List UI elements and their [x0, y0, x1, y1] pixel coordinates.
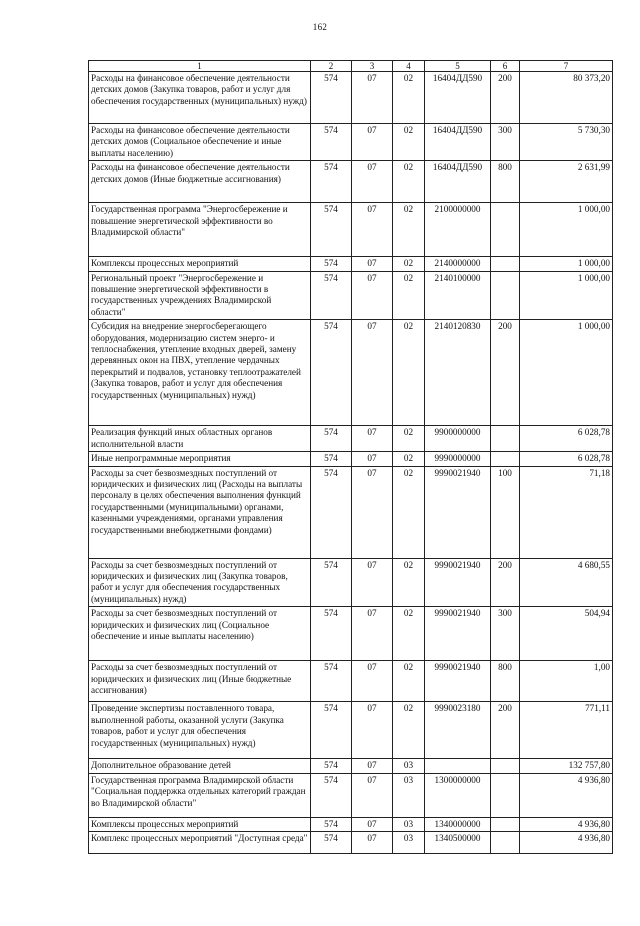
cell-amount: 4 936,80: [520, 817, 613, 831]
cell-col6: 800: [491, 661, 520, 702]
cell-amount: 1 000,00: [520, 257, 613, 271]
cell-col2: 574: [311, 452, 352, 466]
cell-col2: 574: [311, 320, 352, 426]
cell-col4: 02: [393, 320, 425, 426]
cell-col4: 02: [393, 466, 425, 558]
cell-col5: 16404ДД590: [425, 124, 491, 161]
cell-amount: 771,11: [520, 702, 613, 759]
cell-col2: 574: [311, 773, 352, 817]
cell-col6: [491, 426, 520, 452]
cell-col4: 02: [393, 72, 425, 124]
table-row: [89, 661, 613, 702]
cell-amount: 71,18: [520, 466, 613, 558]
cell-amount: 1 000,00: [520, 320, 613, 426]
cell-col5: 1340500000: [425, 832, 491, 854]
table-row: [89, 759, 613, 773]
table-row: [89, 773, 613, 817]
row-description: Расходы на финансовое обеспечение деятельности детских домов (Социальное обеспечение и иные выплаты населению): [89, 124, 311, 161]
cell-col5: [425, 759, 491, 773]
row-description: Расходы на финансовое обеспечение деятельности детских домов (Закупка товаров, работ и услуг для обеспечения государственных (муниципальных) нужд): [89, 72, 311, 124]
cell-col3: 07: [352, 773, 393, 817]
row-description: Государственная программа "Энергосбережение и повышение энергетической эффективности во Владимирской области": [89, 203, 311, 257]
cell-col3: 07: [352, 203, 393, 257]
budget-table: [88, 60, 613, 854]
cell-col5: 9990021940: [425, 558, 491, 607]
cell-col2: 574: [311, 124, 352, 161]
cell-col6: [491, 773, 520, 817]
cell-col5: 2140100000: [425, 271, 491, 320]
cell-col5: 9990021940: [425, 607, 491, 661]
cell-col4: 02: [393, 426, 425, 452]
table-header-row: [89, 61, 613, 72]
table-row: [89, 203, 613, 257]
cell-col5: 9990023180: [425, 702, 491, 759]
cell-col3: 07: [352, 320, 393, 426]
cell-col5: 9990021940: [425, 466, 491, 558]
cell-amount: 4 680,55: [520, 558, 613, 607]
cell-col4: 02: [393, 203, 425, 257]
cell-amount: 2 631,99: [520, 161, 613, 203]
table-row: [89, 161, 613, 203]
cell-col2: 574: [311, 161, 352, 203]
cell-amount: 4 936,80: [520, 773, 613, 817]
cell-col6: 200: [491, 72, 520, 124]
cell-amount: 6 028,78: [520, 452, 613, 466]
row-description: Расходы за счет безвозмездных поступлений от юридических и физических лиц (Иные бюджетные ассигнования): [89, 661, 311, 702]
cell-col3: 07: [352, 702, 393, 759]
cell-amount: 132 757,80: [520, 759, 613, 773]
row-description: Иные непрограммные мероприятия: [89, 452, 311, 466]
cell-col6: [491, 271, 520, 320]
cell-amount: 1 000,00: [520, 271, 613, 320]
cell-col4: 03: [393, 817, 425, 831]
row-description: Субсидия на внедрение энергосберегающего оборудования, модернизацию систем энерго- и теплоснабжения, утепление входных дверей, замену деревянных окон на ПВХ, утепление чердачных перекрытий и подвалов, установку теплоотражателей (Закупка товаров, работ и услуг для обеспечения государственных (муниципальных) нужд): [89, 320, 311, 426]
column-header: 7: [520, 61, 613, 72]
cell-col5: 2140000000: [425, 257, 491, 271]
cell-col6: 800: [491, 161, 520, 203]
cell-col2: 574: [311, 558, 352, 607]
cell-col5: 1340000000: [425, 817, 491, 831]
cell-col3: 07: [352, 72, 393, 124]
column-header: 6: [491, 61, 520, 72]
cell-col2: 574: [311, 817, 352, 831]
cell-amount: 6 028,78: [520, 426, 613, 452]
cell-col3: 07: [352, 426, 393, 452]
cell-amount: 80 373,20: [520, 72, 613, 124]
cell-col4: 02: [393, 271, 425, 320]
row-description: Региональный проект "Энергосбережение и повышение энергетической эффективности в государственных учреждениях Владимирской области": [89, 271, 311, 320]
cell-col3: 07: [352, 452, 393, 466]
cell-col2: 574: [311, 203, 352, 257]
cell-col6: [491, 759, 520, 773]
row-description: Проведение экспертизы поставленного товара, выполненной работы, оказанной услуги (Закупка товаров, работ и услуг для обеспечения государственных (муниципальных) нужд): [89, 702, 311, 759]
cell-col6: 200: [491, 558, 520, 607]
cell-amount: 1 000,00: [520, 203, 613, 257]
cell-col2: 574: [311, 832, 352, 854]
page-number: 162: [312, 22, 328, 32]
cell-amount: 5 730,30: [520, 124, 613, 161]
cell-col3: 07: [352, 466, 393, 558]
cell-amount: 504,94: [520, 607, 613, 661]
table-row: [89, 817, 613, 831]
cell-col5: 9990000000: [425, 452, 491, 466]
column-header: 5: [425, 61, 491, 72]
cell-col4: 02: [393, 702, 425, 759]
cell-col4: 02: [393, 161, 425, 203]
table-row: [89, 426, 613, 452]
cell-col2: 574: [311, 271, 352, 320]
cell-col4: 03: [393, 832, 425, 854]
cell-col6: 200: [491, 702, 520, 759]
cell-col4: 02: [393, 124, 425, 161]
row-description: Комплекс процессных мероприятий "Доступная среда": [89, 832, 311, 854]
row-description: Реализация функций иных областных органов исполнительной власти: [89, 426, 311, 452]
row-description: Комплексы процессных мероприятий: [89, 257, 311, 271]
cell-col5: 1300000000: [425, 773, 491, 817]
cell-col6: 200: [491, 320, 520, 426]
table-row: [89, 466, 613, 558]
row-description: Расходы за счет безвозмездных поступлений от юридических и физических лиц (Расходы на выплаты персоналу в целях обеспечения выполнения функций государственными (муниципальными) органами, казенными учреждениями, органами управления государственными внебюджетными фондами): [89, 466, 311, 558]
column-header: 1: [89, 61, 311, 72]
cell-col5: 9900000000: [425, 426, 491, 452]
cell-col3: 07: [352, 161, 393, 203]
cell-col3: 07: [352, 817, 393, 831]
row-description: Дополнительное образование детей: [89, 759, 311, 773]
cell-col2: 574: [311, 661, 352, 702]
table-row: [89, 607, 613, 661]
row-description: Расходы за счет безвозмездных поступлений от юридических и физических лиц (Закупка товаров, работ и услуг для обеспечения государственных (муниципальных) нужд): [89, 558, 311, 607]
column-header: 4: [393, 61, 425, 72]
table-row: [89, 124, 613, 161]
column-header: 2: [311, 61, 352, 72]
cell-col6: [491, 817, 520, 831]
cell-col4: 02: [393, 558, 425, 607]
cell-col3: 07: [352, 271, 393, 320]
row-description: Комплексы процессных мероприятий: [89, 817, 311, 831]
cell-col6: [491, 452, 520, 466]
cell-col6: 100: [491, 466, 520, 558]
cell-col4: 02: [393, 661, 425, 702]
cell-col4: 03: [393, 759, 425, 773]
cell-col2: 574: [311, 466, 352, 558]
cell-col6: [491, 257, 520, 271]
cell-col6: [491, 203, 520, 257]
cell-col2: 574: [311, 72, 352, 124]
cell-col4: 02: [393, 452, 425, 466]
cell-col2: 574: [311, 426, 352, 452]
cell-col5: 16404ДД590: [425, 72, 491, 124]
cell-col6: 300: [491, 607, 520, 661]
column-header: 3: [352, 61, 393, 72]
cell-amount: 1,00: [520, 661, 613, 702]
cell-col5: 2100000000: [425, 203, 491, 257]
cell-col2: 574: [311, 257, 352, 271]
cell-col6: 300: [491, 124, 520, 161]
cell-col3: 07: [352, 124, 393, 161]
cell-col5: 9990021940: [425, 661, 491, 702]
cell-col3: 07: [352, 661, 393, 702]
row-description: Расходы на финансовое обеспечение деятельности детских домов (Иные бюджетные ассигнования): [89, 161, 311, 203]
cell-col2: 574: [311, 759, 352, 773]
cell-col4: 02: [393, 257, 425, 271]
table-row: [89, 320, 613, 426]
cell-col5: 2140120830: [425, 320, 491, 426]
table-row: [89, 452, 613, 466]
cell-col4: 03: [393, 773, 425, 817]
cell-col6: [491, 832, 520, 854]
table-row: [89, 257, 613, 271]
cell-col3: 07: [352, 607, 393, 661]
row-description: Государственная программа Владимирской области "Социальная поддержка отдельных категорий граждан во Владимирской области": [89, 773, 311, 817]
cell-col3: 07: [352, 832, 393, 854]
table-row: [89, 832, 613, 854]
row-description: Расходы за счет безвозмездных поступлений от юридических и физических лиц (Социальное обеспечение и иные выплаты населению): [89, 607, 311, 661]
cell-col2: 574: [311, 607, 352, 661]
table-row: [89, 72, 613, 124]
cell-col4: 02: [393, 607, 425, 661]
table-row: [89, 271, 613, 320]
cell-amount: 4 936,80: [520, 832, 613, 854]
cell-col3: 07: [352, 558, 393, 607]
cell-col3: 07: [352, 257, 393, 271]
cell-col3: 07: [352, 759, 393, 773]
cell-col2: 574: [311, 702, 352, 759]
table-row: [89, 558, 613, 607]
cell-col5: 16404ДД590: [425, 161, 491, 203]
table-row: [89, 702, 613, 759]
